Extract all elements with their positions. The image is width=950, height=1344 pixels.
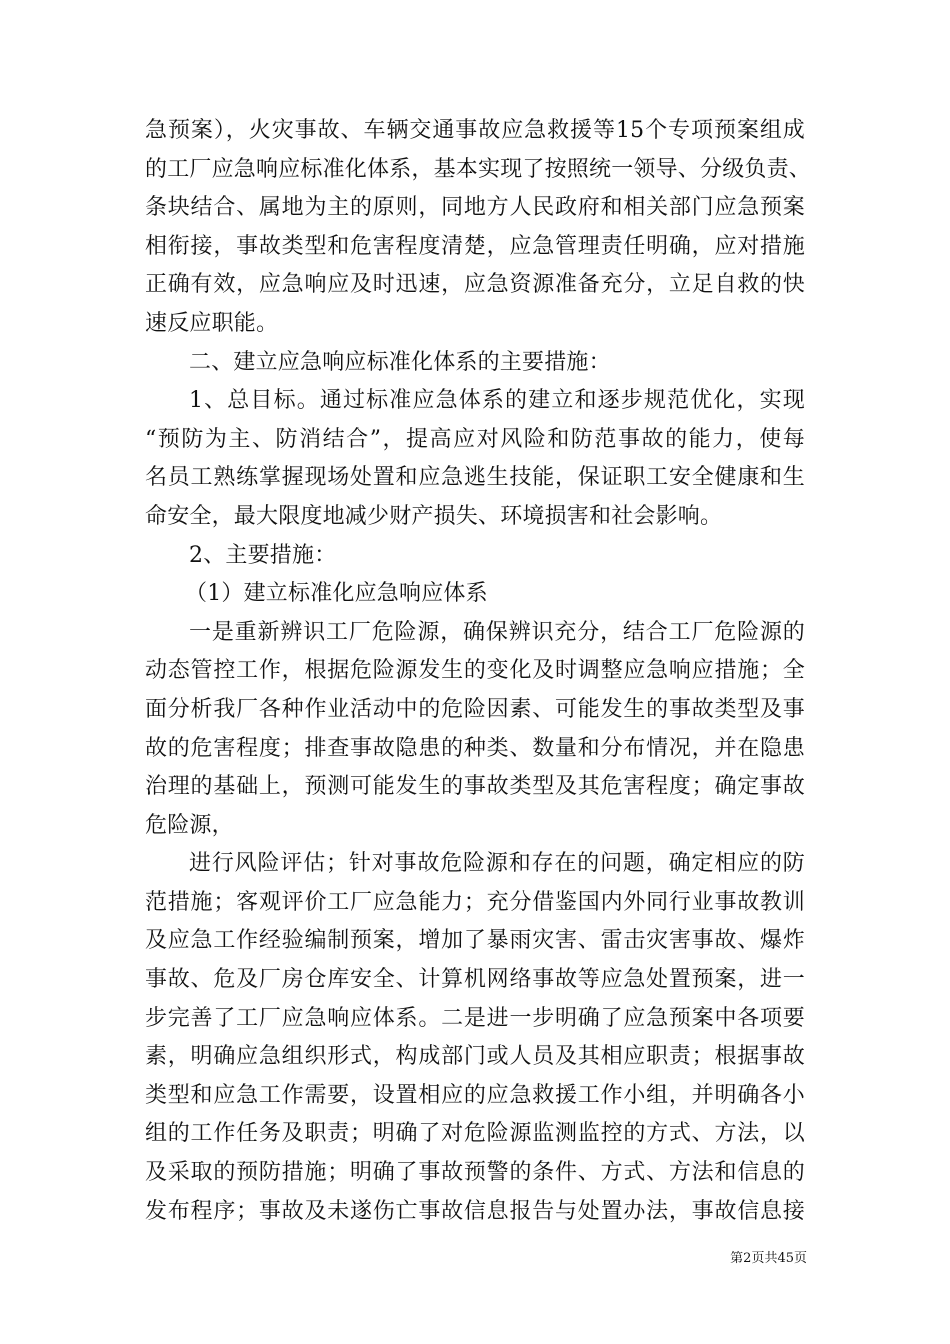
text-line: 一是重新辨识工厂危险源，确保辨识充分，结合工厂危险源的 bbox=[189, 619, 805, 645]
text-line: 的工厂应急响应标准化体系，基本实现了按照统一领导、分级负责、 bbox=[145, 156, 812, 182]
text-line: 急预案），火灾事故、车辆交通事故应急救援等15个专项预案组成 bbox=[145, 118, 805, 143]
text-line: 步完善了工厂应急响应体系。二是进一步明确了应急预案中各项要 bbox=[145, 1005, 805, 1031]
page-number-footer: 第2页共45页 bbox=[730, 1251, 807, 1266]
text-line: 类型和应急工作需要，设置相应的应急救援工作小组，并明确各小 bbox=[145, 1082, 805, 1108]
text-line: 事故、危及厂房仓库安全、计算机网络事故等应急处置预案，进一 bbox=[145, 967, 805, 993]
body-text bbox=[145, 112, 812, 1231]
text-line: 及应急工作经验编制预案，增加了暴雨灾害、雷击灾害事故、爆炸 bbox=[145, 928, 805, 954]
text-line: 动态管控工作，根据危险源发生的变化及时调整应急响应措施；全 bbox=[145, 658, 805, 684]
text-line: 组的工作任务及职责；明确了对危险源监测监控的方式、方法，以 bbox=[145, 1121, 805, 1147]
subsection-heading: 2、主要措施： bbox=[189, 542, 337, 568]
text-line: 命安全，最大限度地减少财产损失、环境损害和社会影响。 bbox=[145, 503, 723, 529]
section-heading: 二、建立应急响应标准化体系的主要措施： bbox=[189, 349, 611, 375]
text-line: 治理的基础上，预测可能发生的事故类型及其危害程度；确定事故 bbox=[145, 774, 805, 800]
text-line: 名员工熟练掌握现场处置和应急逃生技能，保证职工安全健康和生 bbox=[145, 465, 805, 491]
text-line: 相衔接，事故类型和危害程度清楚，应急管理责任明确，应对措施 bbox=[145, 233, 805, 259]
text-line: 1、总目标。通过标准应急体系的建立和逐步规范优化，实现 bbox=[189, 388, 805, 414]
text-line: “预防为主、防消结合”，提高应对风险和防范事故的能力，使每 bbox=[145, 426, 805, 452]
text-line: 及采取的预防措施；明确了事故预警的条件、方式、方法和信息的 bbox=[145, 1160, 805, 1186]
text-line: 正确有效，应急响应及时迅速，应急资源准备充分，立足自救的快 bbox=[145, 272, 805, 298]
text-line: 发布程序；事故及未遂伤亡事故信息报告与处置办法，事故信息接 bbox=[145, 1198, 805, 1224]
text-line: 进行风险评估；针对事故危险源和存在的问题，确定相应的防 bbox=[189, 851, 805, 877]
text-line: 面分析我厂各种作业活动中的危险因素、可能发生的事故类型及事 bbox=[145, 696, 805, 722]
text-line: 速反应职能。 bbox=[145, 310, 279, 336]
text-line: 故的危害程度；排查事故隐患的种类、数量和分布情况，并在隐患 bbox=[145, 735, 805, 761]
text-line: 条块结合、属地为主的原则，同地方人民政府和相关部门应急预案 bbox=[145, 195, 805, 221]
text-line: 范措施；客观评价工厂应急能力；充分借鉴国内外同行业事故教训 bbox=[145, 889, 805, 915]
subsection-heading: （1）建立标准化应急响应体系 bbox=[185, 581, 488, 607]
text-line: 素，明确应急组织形式，构成部门或人员及其相应职责；根据事故 bbox=[145, 1044, 805, 1070]
text-line: 危险源， bbox=[145, 812, 234, 838]
